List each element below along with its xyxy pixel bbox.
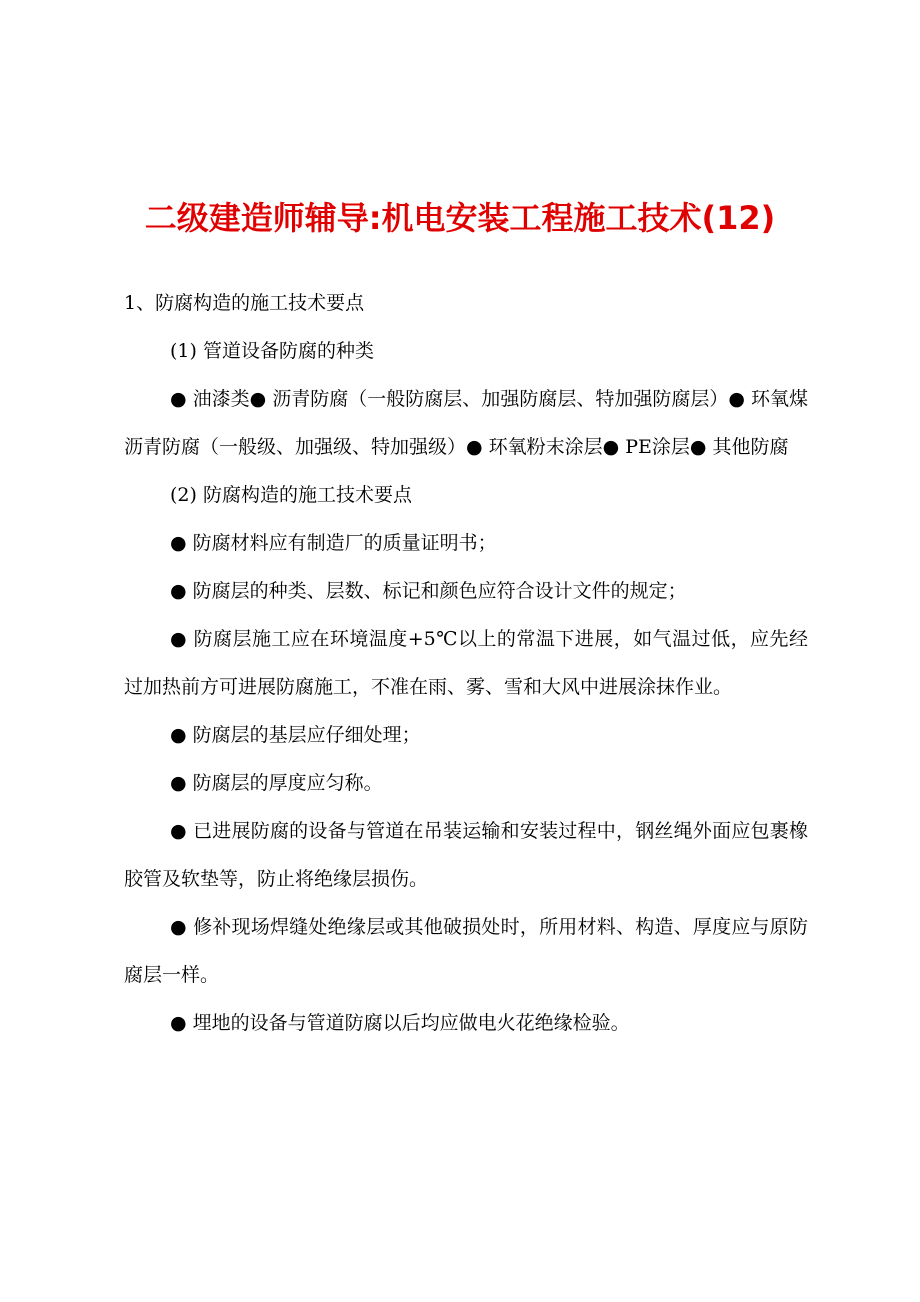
bullet-paragraph: ● 防腐层的厚度应匀称。: [170, 772, 383, 794]
bullet-paragraph: ● 防腐层施工应在环境温度+5℃以上的常温下进展，如气温过低，应先经过加热前方可进展防腐施工，不准在雨、雾、雪和大风中进展涂抹作业。: [124, 628, 808, 698]
document-body: [124, 279, 808, 1047]
bullet-paragraph: ● 油漆类● 沥青防腐（一般防腐层、加强防腐层、特加强防腐层）● 环氧煤沥青防腐（一般级、加强级、特加强级）● 环氧粉末涂层● PE涂层● 其他防腐: [124, 388, 808, 458]
bullet-paragraph: ● 已进展防腐的设备与管道在吊装运输和安装过程中，钢丝绳外面应包裹橡胶管及软垫等，防止将绝缘层损伤。: [124, 820, 808, 890]
bullet-paragraph: ● 修补现场焊缝处绝缘层或其他破损处时，所用材料、构造、厚度应与原防腐层一样。: [124, 916, 808, 986]
bullet-paragraph: ● 防腐材料应有制造厂的质量证明书；: [170, 532, 497, 554]
section-heading: 1、防腐构造的施工技术要点: [124, 292, 365, 314]
bullet-paragraph: ● 防腐层的种类、层数、标记和颜色应符合设计文件的规定；: [170, 580, 687, 602]
subsection-heading: (1) 管道设备防腐的种类: [170, 340, 374, 362]
bullet-paragraph: ● 防腐层的基层应仔细处理；: [170, 724, 421, 746]
bullet-paragraph: ● 埋地的设备与管道防腐以后均应做电火花绝缘检验。: [170, 1012, 630, 1034]
subsection-heading: (2) 防腐构造的施工技术要点: [170, 484, 412, 506]
page-title: 二级建造师辅导:机电安装工程施工技术(12): [144, 199, 776, 237]
